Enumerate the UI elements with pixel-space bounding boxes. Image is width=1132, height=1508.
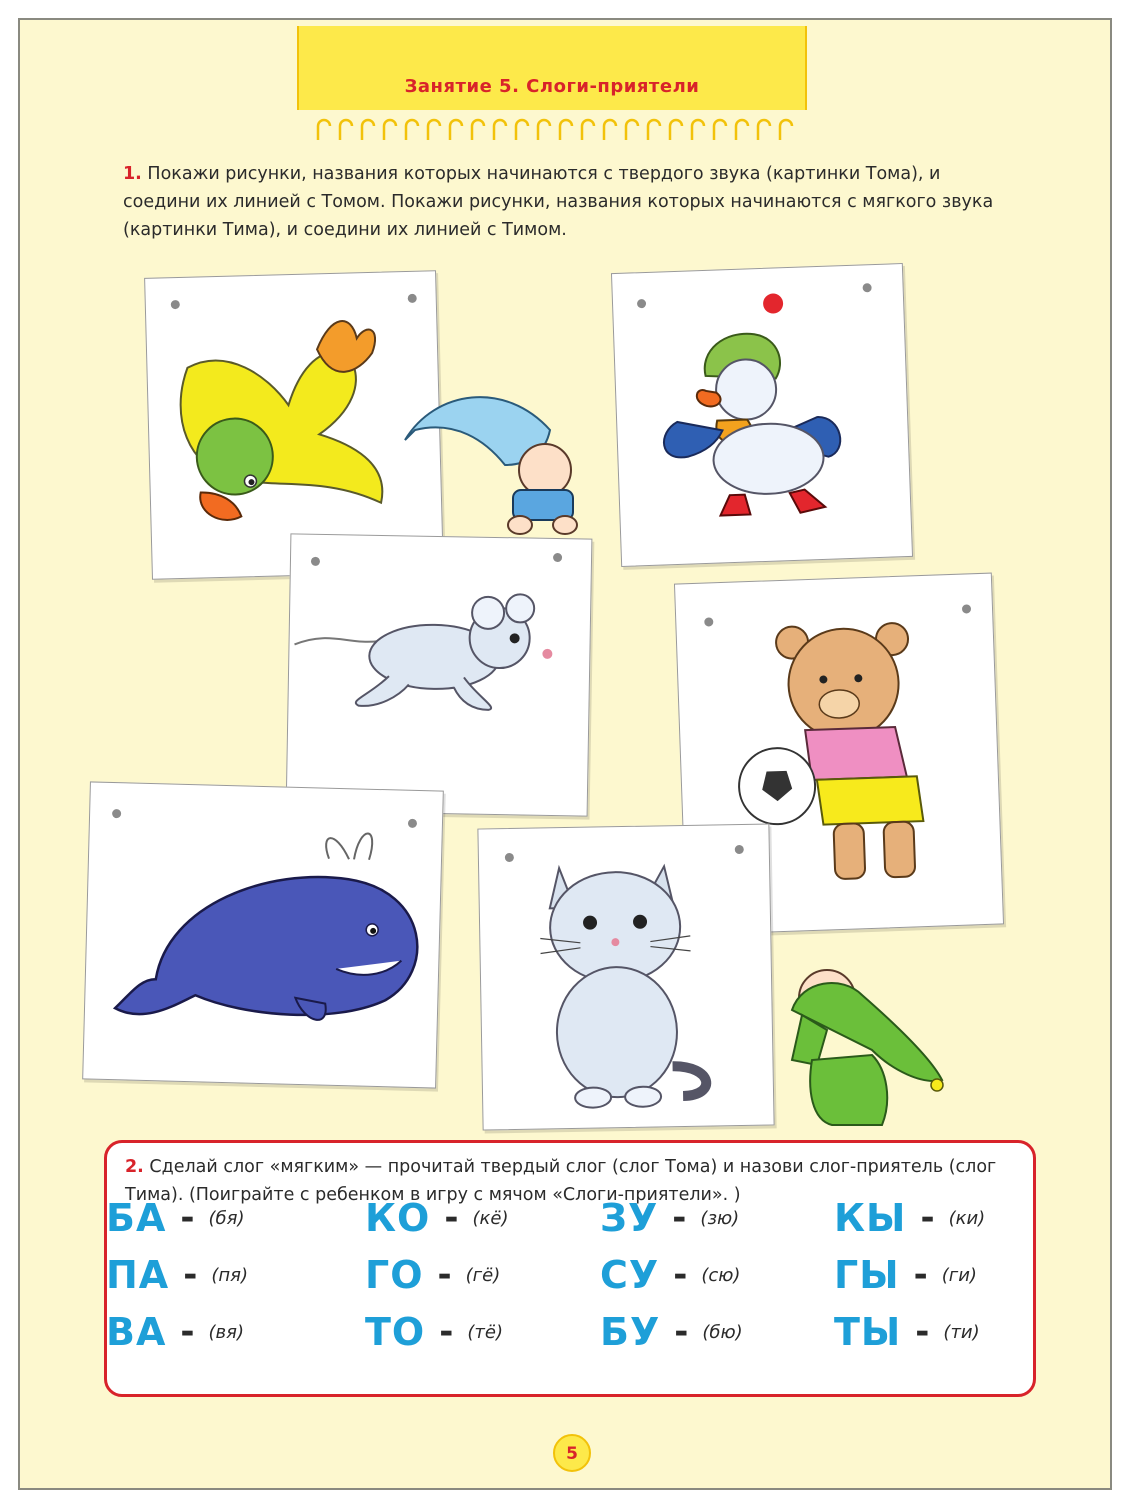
- soft-syllable: (ки): [948, 1207, 986, 1229]
- picture-card-whale[interactable]: [82, 781, 444, 1088]
- syllable-pair[interactable]: [834, 1190, 985, 1246]
- dash: -: [180, 1312, 195, 1352]
- picture-card-goose[interactable]: [611, 263, 913, 567]
- syllable-pair[interactable]: [365, 1304, 503, 1360]
- syllable-pair[interactable]: [834, 1247, 977, 1303]
- page-number: 5: [553, 1434, 591, 1472]
- kitten-icon: [478, 824, 773, 1129]
- soft-syllable: (гё): [465, 1264, 501, 1286]
- soft-syllable: (ги): [941, 1264, 977, 1286]
- soft-syllable: (пя): [211, 1264, 248, 1286]
- soft-syllable: (вя): [208, 1321, 244, 1343]
- soft-syllable: (зю): [700, 1207, 740, 1229]
- gnome-tim-icon: [772, 960, 972, 1140]
- soft-syllable: (ти): [943, 1321, 980, 1343]
- soft-syllable: (кё): [472, 1207, 509, 1229]
- syllable-pair[interactable]: [106, 1304, 244, 1360]
- syllable-pair[interactable]: [834, 1304, 980, 1360]
- picture-card-mouse[interactable]: [286, 533, 593, 816]
- hard-syllable: ТО: [365, 1310, 426, 1354]
- syllable-pair[interactable]: [365, 1247, 500, 1303]
- dash: -: [913, 1255, 928, 1295]
- syllable-pair[interactable]: [106, 1247, 248, 1303]
- dash: -: [674, 1312, 689, 1352]
- hard-syllable: КО: [365, 1196, 431, 1240]
- dash: -: [183, 1255, 198, 1295]
- gnome-tom-icon: [395, 370, 595, 550]
- whale-icon: [83, 782, 443, 1087]
- task-2-text: Сделай слог «мягким» — прочитай твердый слог (слог Тома) и назови слог-приятель (слог Тима). (Поиграйте с ребенком в игру с мячом «Слоги-приятели». ): [125, 1157, 997, 1205]
- syllable-pair[interactable]: [600, 1304, 743, 1360]
- dash: -: [437, 1255, 452, 1295]
- hard-syllable: БА: [106, 1196, 167, 1240]
- hard-syllable: КЫ: [834, 1196, 907, 1240]
- tom-gnome[interactable]: [395, 370, 595, 550]
- hard-syllable: БУ: [600, 1310, 661, 1354]
- task-1-text: Покажи рисунки, названия которых начинаются с твердого звука (картинки Тома), и соедини их линией с Томом. Покажи рисунки, названия которых начинаются с мягкого звука (картинки Тима), и соедини их линией с Тимом.: [123, 164, 994, 240]
- soft-syllable: (сю): [701, 1264, 741, 1286]
- soft-syllable: (бю): [702, 1321, 743, 1343]
- task-2-number: 2.: [125, 1157, 144, 1177]
- soft-syllable: (тё): [467, 1321, 503, 1343]
- spiral-rings-icon: [308, 112, 798, 142]
- syllable-pair[interactable]: [600, 1247, 740, 1303]
- syllable-pair[interactable]: [600, 1190, 739, 1246]
- dash: -: [439, 1312, 454, 1352]
- dash: -: [920, 1198, 935, 1238]
- task-1-number: 1.: [123, 164, 142, 184]
- lesson-title: Занятие 5. Слоги-приятели: [404, 76, 700, 97]
- dash: -: [444, 1198, 459, 1238]
- hard-syllable: ГЫ: [834, 1253, 900, 1297]
- mouse-icon: [287, 534, 592, 815]
- dash: -: [673, 1255, 688, 1295]
- hard-syllable: СУ: [600, 1253, 660, 1297]
- syllable-pair[interactable]: [106, 1190, 244, 1246]
- hard-syllable: ТЫ: [834, 1310, 902, 1354]
- task-1: [123, 160, 1023, 244]
- tim-gnome[interactable]: [772, 960, 972, 1140]
- soft-syllable: (бя): [208, 1207, 245, 1229]
- dash: -: [672, 1198, 687, 1238]
- hard-syllable: ПА: [106, 1253, 170, 1297]
- picture-card-kitten[interactable]: [477, 823, 774, 1130]
- workbook-page: [18, 18, 1112, 1490]
- hard-syllable: ВА: [106, 1310, 167, 1354]
- syllable-pair[interactable]: [365, 1190, 509, 1246]
- hard-syllable: ГО: [365, 1253, 424, 1297]
- hard-syllable: ЗУ: [600, 1196, 659, 1240]
- dash: -: [180, 1198, 195, 1238]
- lesson-banner: [297, 26, 807, 110]
- dash: -: [915, 1312, 930, 1352]
- goose-icon: [612, 264, 912, 566]
